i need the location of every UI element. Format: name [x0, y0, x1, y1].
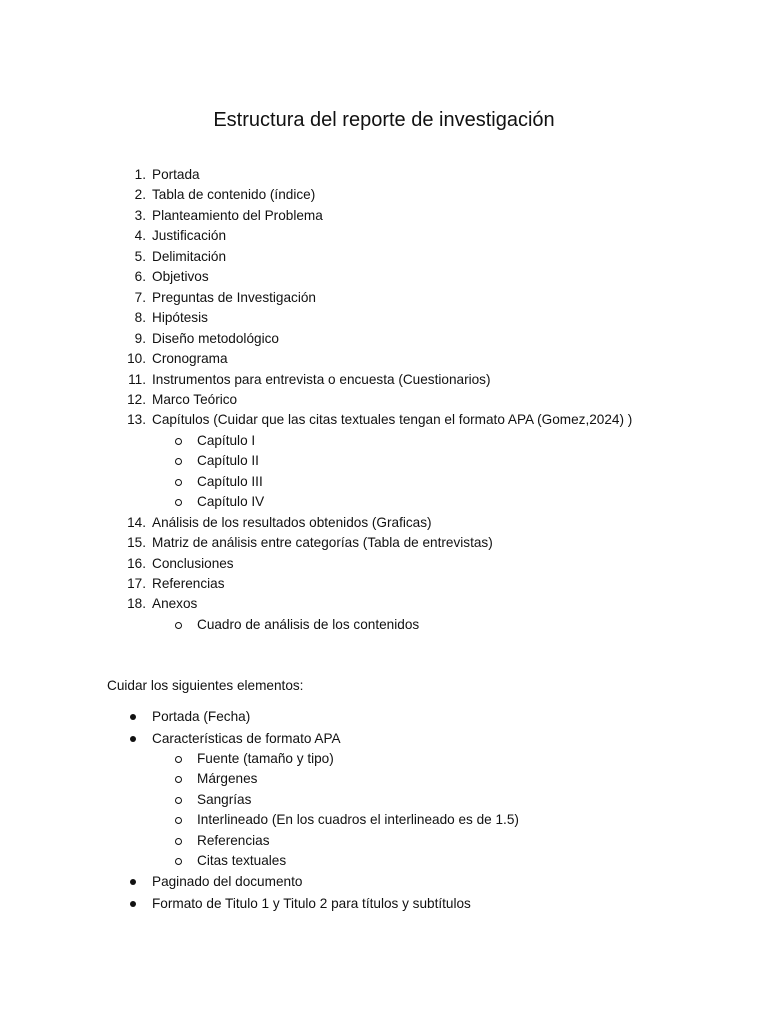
outline-item-text: Hipótesis — [152, 310, 208, 326]
outline-item-text: Planteamiento del Problema — [152, 207, 323, 223]
outline-item-number: 16. — [127, 555, 146, 571]
outline-item-text: Delimitación — [152, 248, 227, 264]
checklist-intro: Cuidar los siguientes elementos: — [107, 678, 304, 693]
outline-subitem-text: Capítulo III — [197, 473, 263, 489]
checklist-item-text: Características de formato APA — [152, 731, 341, 746]
outline-item-number: 9. — [134, 330, 146, 346]
outline-item-number: 12. — [127, 391, 146, 407]
filled-bullet-icon — [130, 901, 136, 907]
checklist-subitem-text: Citas textuales — [197, 853, 287, 868]
outline-item-number: 8. — [134, 310, 146, 326]
outline-item-number: 14. — [127, 514, 146, 530]
outline-item-text: Análisis de los resultados obtenidos (Graficas) — [152, 514, 432, 530]
checklist-item-text: Paginado del documento — [152, 874, 303, 889]
outline-item-text: Referencias — [152, 576, 225, 591]
outline-item-text: Diseño metodológico — [152, 330, 279, 346]
outline-subitem-text: Capítulo I — [197, 432, 256, 448]
outline-item-text: Instrumentos para entrevista o encuesta (Cuestionarios) — [152, 371, 491, 387]
outline-item-number: 15. — [127, 535, 146, 551]
open-circle-bullet-icon — [175, 438, 182, 445]
filled-bullet-icon — [130, 714, 136, 720]
checklist-subitem-text: Referencias — [197, 833, 270, 848]
outline-item-number: 7. — [134, 289, 146, 305]
filled-bullet-icon — [130, 736, 136, 742]
outline-item-number: 3. — [134, 207, 146, 223]
outline-item-number: 4. — [134, 228, 146, 244]
outline-item-number: 2. — [134, 187, 146, 203]
open-circle-bullet-icon — [175, 776, 182, 783]
open-circle-bullet-icon — [175, 479, 182, 486]
outline-item-text: Cronograma — [152, 351, 228, 367]
filled-bullet-icon — [130, 879, 136, 885]
outline-item-text: Marco Teórico — [152, 391, 238, 407]
outline-item-text: Capítulos (Cuidar que las citas textuales tengan el formato APA (Gomez,2024) ) — [152, 412, 633, 428]
open-circle-bullet-icon — [175, 858, 182, 865]
checklist-subitem-text: Márgenes — [197, 771, 258, 786]
open-circle-bullet-icon — [175, 458, 182, 465]
open-circle-bullet-icon — [175, 797, 182, 804]
outline-item-number: 5. — [134, 248, 146, 264]
outline-item-text: Matriz de análisis entre categorías (Tabla de entrevistas) — [152, 535, 493, 551]
open-circle-bullet-icon — [175, 622, 182, 629]
open-circle-bullet-icon — [175, 817, 182, 824]
outline-item-text: Conclusiones — [152, 555, 234, 571]
outline-item-text: Tabla de contenido (índice) — [152, 187, 316, 203]
outline-subitem-text: Capítulo IV — [197, 494, 265, 510]
checklist-item-text: Portada (Fecha) — [152, 709, 251, 724]
outline-item-number: 6. — [134, 269, 146, 285]
checklist-subitem-text: Sangrías — [197, 792, 252, 807]
checklist-subitem-text: Fuente (tamaño y tipo) — [197, 751, 334, 766]
outline-item-text: Preguntas de Investigación — [152, 289, 316, 305]
checklist-subitem-text: Interlineado (En los cuadros el interlineado es de 1.5) — [197, 812, 519, 827]
outline-item-text: Justificación — [152, 228, 227, 244]
open-circle-bullet-icon — [175, 756, 182, 763]
open-circle-bullet-icon — [175, 838, 182, 845]
outline-item-text: Objetivos — [152, 269, 209, 285]
open-circle-bullet-icon — [175, 499, 182, 506]
outline-item-number: 10. — [127, 351, 146, 367]
checklist-item-text: Formato de Titulo 1 y Titulo 2 para títulos y subtítulos — [152, 896, 471, 911]
outline-item-text: Portada — [152, 167, 200, 182]
outline-subitem-text: Cuadro de análisis de los contenidos — [197, 616, 420, 632]
outline-item-number: 11. — [128, 371, 146, 387]
outline-item-number: 17. — [127, 576, 146, 591]
outline-item-number: 18. — [127, 596, 146, 612]
outline-item-number: 1. — [134, 167, 146, 182]
outline-item-text: Anexos — [152, 596, 198, 612]
outline-item-number: 13. — [127, 412, 146, 428]
outline-subitem-text: Capítulo II — [197, 453, 259, 469]
document-title: Estructura del reporte de investigación — [213, 109, 555, 131]
